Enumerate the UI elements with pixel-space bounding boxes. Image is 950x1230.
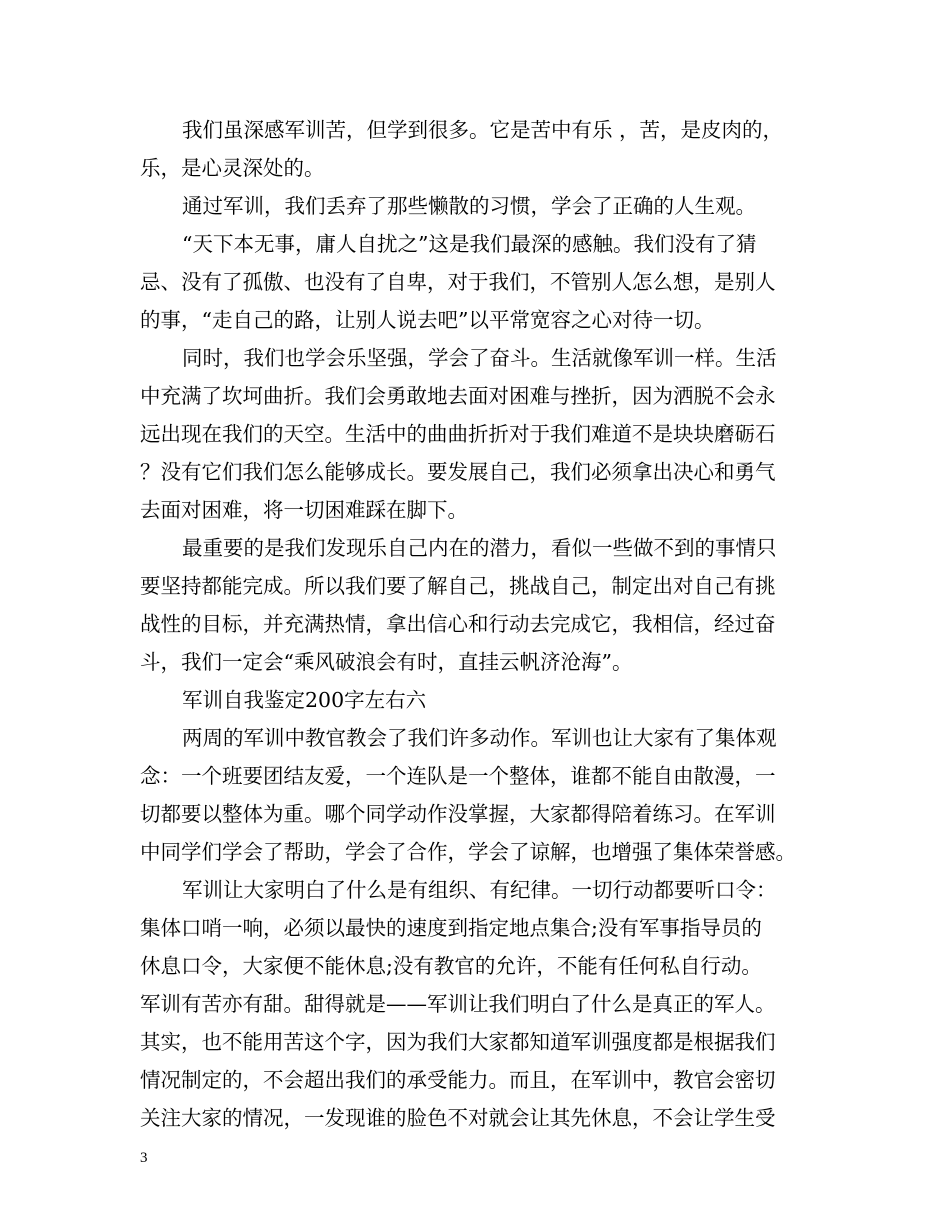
text-line: 乐，是心灵深处的。 — [140, 156, 325, 180]
text-line: 其实，也不能用苦这个字，因为我们大家都知道军训强度都是根据我们 — [140, 1030, 776, 1054]
text-line: 中充满了坎坷曲折。我们会勇敢地去面对困难与挫折，因为洒脱不会永 — [140, 384, 776, 408]
text-line: 两周的军训中教官教会了我们许多动作。军训也让大家有了集体观 — [182, 726, 777, 750]
text-line: 关注大家的情况，一发现谁的脸色不对就会让其先休息，不会让学生受 — [140, 1106, 776, 1130]
text-line: 的事，“走自己的路，让别人说去吧”以平常宽容之心对待一切。 — [140, 308, 715, 332]
text-line: 切都要以整体为重。哪个同学动作没掌握，大家都得陪着练习。在军训 — [140, 802, 776, 826]
text-line: 斗，我们一定会“乘风破浪会有时，直挂云帆济沧海”。 — [140, 650, 633, 674]
text-line: 通过军训，我们丢弃了那些懒散的习惯，学会了正确的人生观。 — [182, 194, 756, 218]
section-heading: 军训自我鉴定200字左右六 — [182, 688, 427, 712]
text-line: 去面对困难，将一切困难踩在脚下。 — [140, 498, 468, 522]
text-line: 最重要的是我们发现乐自己内在的潜力，看似一些做不到的事情只 — [182, 536, 777, 560]
text-line: 战性的目标，并充满热情，拿出信心和行动去完成它，我相信，经过奋 — [140, 612, 776, 636]
text-line: 我们虽深感军训苦，但学到很多。它是苦中有乐 ，苦，是皮肉的， — [182, 118, 784, 142]
text-line: 中同学们学会了帮助，学会了合作，学会了谅解，也增强了集体荣誉感。 — [140, 840, 796, 864]
text-line: 休息口令，大家便不能休息;没有教官的允许，不能有任何私自行动。 — [140, 954, 762, 978]
page-number: 3 — [140, 1150, 148, 1166]
text-line: 集体口哨一响，必须以最快的速度到指定地点集合;没有军事指导员的 — [140, 916, 762, 940]
text-line: 忌、没有了孤傲、也没有了自卑，对于我们，不管别人怎么想，是别人 — [140, 270, 776, 294]
text-line: 念：一个班要团结友爱，一个连队是一个整体，谁都不能自由散漫，一 — [140, 764, 776, 788]
text-line: 情况制定的，不会超出我们的承受能力。而且，在军训中，教官会密切 — [140, 1068, 776, 1092]
text-line: 同时，我们也学会乐坚强，学会了奋斗。生活就像军训一样。生活 — [182, 346, 777, 370]
text-line: ？没有它们我们怎么能够成长。要发展自己，我们必须拿出决心和勇气 — [140, 460, 776, 484]
text-line: 要坚持都能完成。所以我们要了解自己，挑战自己，制定出对自己有挑 — [140, 574, 776, 598]
text-line: 远出现在我们的天空。生活中的曲曲折折对于我们难道不是块块磨砺石 — [140, 422, 776, 446]
text-line: “天下本无事，庸人自扰之”这是我们最深的感触。我们没有了猜 — [182, 232, 757, 256]
text-line: 军训有苦亦有甜。甜得就是——军训让我们明白了什么是真正的军人。 — [140, 992, 776, 1016]
text-line: 军训让大家明白了什么是有组织、有纪律。一切行动都要听口令： — [182, 878, 777, 902]
